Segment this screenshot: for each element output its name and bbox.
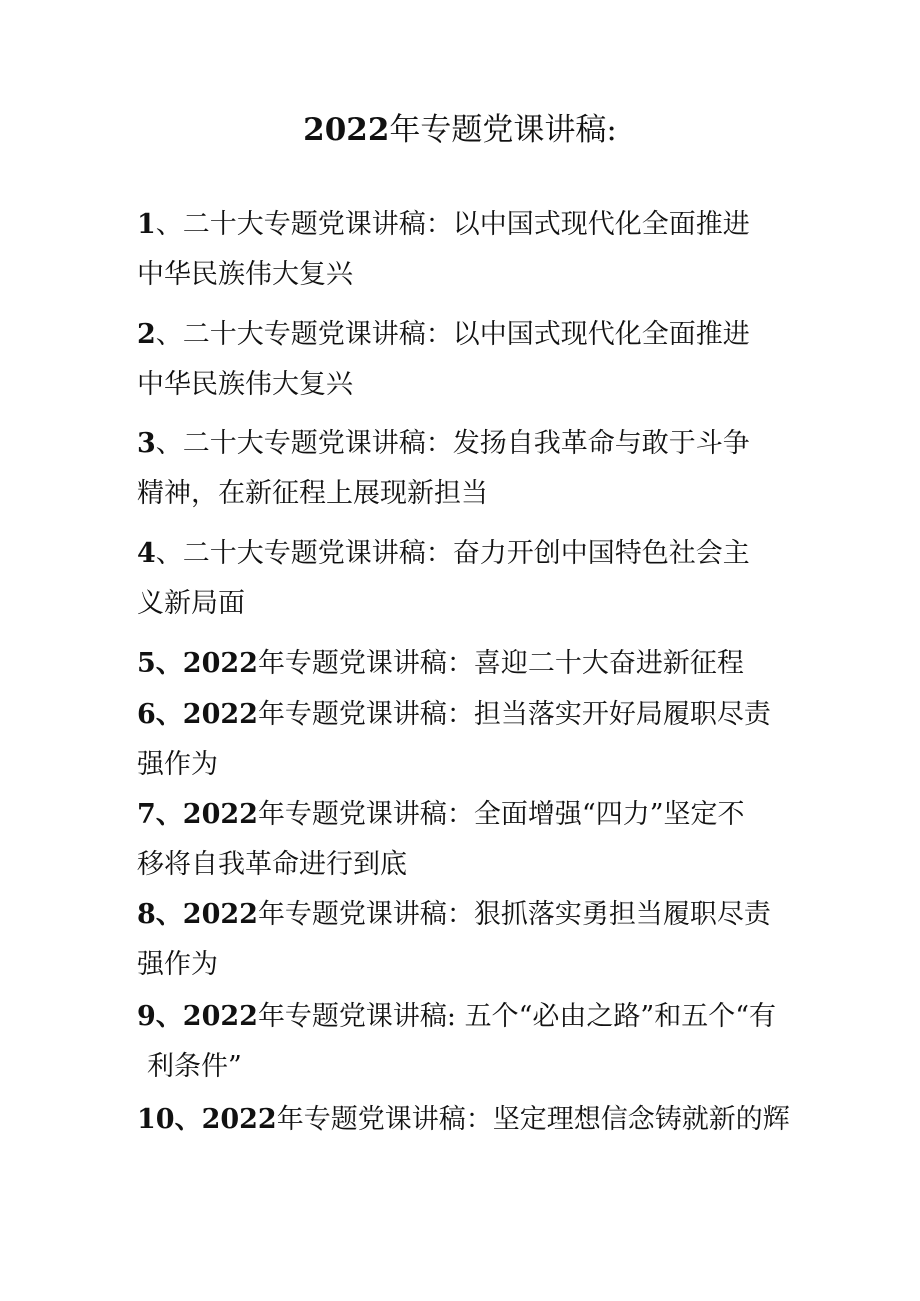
list-item-3 <box>137 427 797 461</box>
item-text: 、二十大专题党课讲稿：奋力开创中国特色社会主 <box>155 538 750 569</box>
item-number: 7、2022 <box>137 799 258 830</box>
item-text: 年专题党课讲稿：坚定理想信念铸就新的辉 <box>276 1104 790 1135</box>
list-item-8 <box>137 898 797 932</box>
page-title <box>0 108 920 152</box>
list-item-6 <box>137 698 797 732</box>
item-number: 9、2022 <box>137 1001 258 1032</box>
item-number: 1 <box>137 209 156 240</box>
list-item-10 <box>137 1103 797 1137</box>
list-item-4 <box>137 537 797 571</box>
item-number: 6、2022 <box>137 699 258 730</box>
item-text: 年专题党课讲稿：狠抓落实勇担当履职尽责 <box>257 899 771 930</box>
list-item-3-cont: 精神，在新征程上展现新担当 <box>137 478 488 509</box>
list-item-6-cont: 强作为 <box>137 749 218 780</box>
title-text: 年专题党课讲稿: <box>389 112 617 148</box>
item-text: 、二十大专题党课讲稿：发扬自我革命与敢于斗争 <box>155 428 750 459</box>
list-item-9-cont: 利条件” <box>147 1051 242 1082</box>
list-item-1 <box>137 208 797 242</box>
item-text: 年专题党课讲稿：喜迎二十大奋进新征程 <box>257 648 744 679</box>
list-item-2 <box>137 318 797 352</box>
item-number: 8、2022 <box>137 899 258 930</box>
list-item-8-cont: 强作为 <box>137 949 218 980</box>
list-item-9 <box>137 1000 797 1034</box>
title-year: 2022 <box>303 112 390 148</box>
item-number: 5、2022 <box>137 648 258 679</box>
item-text: 、二十大专题党课讲稿：以中国式现代化全面推进 <box>155 319 750 350</box>
list-item-7-cont: 移将自我革命进行到底 <box>137 849 407 880</box>
item-text: 、二十大专题党课讲稿：以中国式现代化全面推进 <box>155 209 750 240</box>
item-text: 年专题党课讲稿：担当落实开好局履职尽责 <box>257 699 771 730</box>
item-number: 3 <box>137 428 156 459</box>
list-item-2-cont: 中华民族伟大复兴 <box>137 369 353 400</box>
list-item-1-cont: 中华民族伟大复兴 <box>137 259 353 290</box>
list-item-7 <box>137 798 797 832</box>
item-text: 年专题党课讲稿: 五个“必由之路”和五个“有 <box>257 1001 777 1032</box>
item-number: 10、2022 <box>137 1104 277 1135</box>
item-text: 年专题党课讲稿：全面增强“四力”坚定不 <box>257 799 745 830</box>
item-number: 2 <box>137 319 156 350</box>
item-number: 4 <box>137 538 156 569</box>
list-item-4-cont: 义新局面 <box>137 588 245 619</box>
list-item-5 <box>137 647 797 681</box>
